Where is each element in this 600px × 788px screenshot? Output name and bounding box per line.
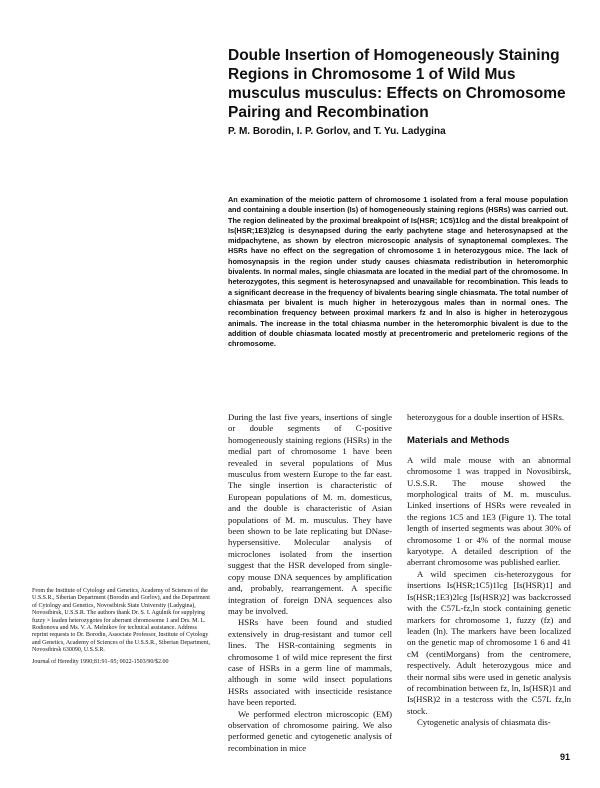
body-paragraph: We performed electron microscopic (EM) observation of chromosome pairing. We also performed genetic and cytogenetic analysis of recombination in mice [228,708,392,753]
body-paragraph: A wild male mouse with an abnormal chromosome 1 was trapped in Novosibirsk, U.S.S.R. The mouse showed the morphological traits of M. m. musculus. Linked insertions of HSRs were revealed in the regions 1C5 and 1E3 (Figure 1). The total length of inserted segments was about 30% of chromosome 1 or 4% of the normal mouse karyotype. A detailed description of the aberrant chromosome was published earlier. [407,454,571,568]
body-paragraph-continuation: heterozygous for a double insertion of HSRs. [407,412,565,422]
body-paragraph: Cytogenetic analysis of chiasmata dis- [417,717,551,728]
body-paragraph: HSRs have been found and studied extensively in drug-resistant and tumor cell lines. The HSR-containing segments in chromosome 1 of wild mice represent the first case of HSRs in a germ line of mammals, although in some wild insect populations HSRs associated with insecticide resistance have been reported. [228,617,392,708]
affiliation-note: From the Institute of Cytology and Genetics, Academy of Sciences of the U.S.S.R., Siberian Department (Borodin and Gorlov), and the Department of Cytology and Genetics, Novosibirsk State University (Ladygina), Novosibirsk, U.S.S.R. The authors thank Dr. S. I. Agulnik for supplying fuzzy × leaden heterozygotes for aberrant chromosome 1 and Drs. M. L. Rodionova and Ms. V. A. Melnikov for technical assistance. Address reprint requests to Dr. Borodin, Associate Professor, Institute of Cytology and Genetics, Academy of Sciences of the U.S.S.R., Siberian Department, Novosibirsk 630090, U.S.S.R. [32,588,210,654]
author-list: P. M. Borodin, I. P. Gorlov, and T. Yu. Ladygina [228,126,446,137]
article-title: Double Insertion of Homogeneously Staining Regions in Chromosome 1 of Wild Mus musculus musculus: Effects on Chromosome Pairing and Recombination [228,47,566,121]
section-heading: Materials and Methods [407,435,510,447]
body-paragraph: A wild specimen cis-heterozygous for insertions Is(HSR;1C5)1lcg [Is(HSR)1] and Is(HSR;1E3)2lcg [Is(HSR)2] was backcrossed with the C57L-fz,ln stock containing genetic markers for chromosome 1, fuzzy (fz) and leaden (ln). The markers have been localized on the genetic map of chromosome 1 6 and 41 cM (centiMorgans) from the centromere, respectively. Adult heterozygous mice and their normal sibs were used in genetic analysis of recombination between fz, ln, Is(HSR)1 and Is(HSR)2 in a testcross with the C57L fz,ln stock. [407,568,571,716]
body-column-right [407,412,571,729]
journal-citation: Journal of Heredity 1990;81:91–95; 0022-1503/90/$2.00 [32,658,169,665]
body-column-left [228,412,392,754]
body-paragraph: During the last five years, insertions of single or double segments of C-positive homogeneously staining regions (HSRs) in the medial part of chromosome 1 have been revealed in several populations of Mus musculus from western Europe to the far east. The single insertion is characteristic of European populations of M. m. domesticus, and the double is characteristic of Asian populations of M. m. musculus. They have been shown to be late replicating but DNase-hypersensitive. Molecular analysis of microclones isolated from the insertion suggest that the HSR developed from single-copy mouse DNA sequences by amplification and, probably, rearrangement. A specific integration of foreign DNA sequences also may be involved. [228,412,392,616]
page-number: 91 [560,752,571,762]
abstract: An examination of the meiotic pattern of chromosome 1 isolated from a feral mouse population and containing a double insertion (Is) of homogeneously staining regions (HSRs) was carried out. The region delineated by the proximal breakpoint of Is(HSR; 1C5)1lcg and the distal breakpoint of Is(HSR;1E3)2lcg is desynapsed during the early pachytene stage and heterosynapsed at the midpachytene, as shown by electron microscopic analysis of synaptonemal complexes. The HSRs have no effect on the segregation of chromosome 1 in heterozygous mice. The lack of homosynapsis in the region under study causes chiasmata redistribution in heteromorphic bivalents. In normal males, single chiasmata are located in the medial part of the chromosome. In heterozygotes, this segment is heterosynapsed and unavailable for recombination. This leads to a significant decrease in the frequency of bivalents bearing single chiasmata. The total number of chiasmata per bivalent is much higher in heterozygous males than in normal ones. The recombination frequency between proximal markers fz and ln also is higher in heterozygous animals. The increase in the total chiasma number in the heteromorphic bivalent is due to the addition of double chiasmata located mostly at precentromeric and pretelomeric regions of the chromosome. [228,195,568,349]
footnote [32,588,210,670]
